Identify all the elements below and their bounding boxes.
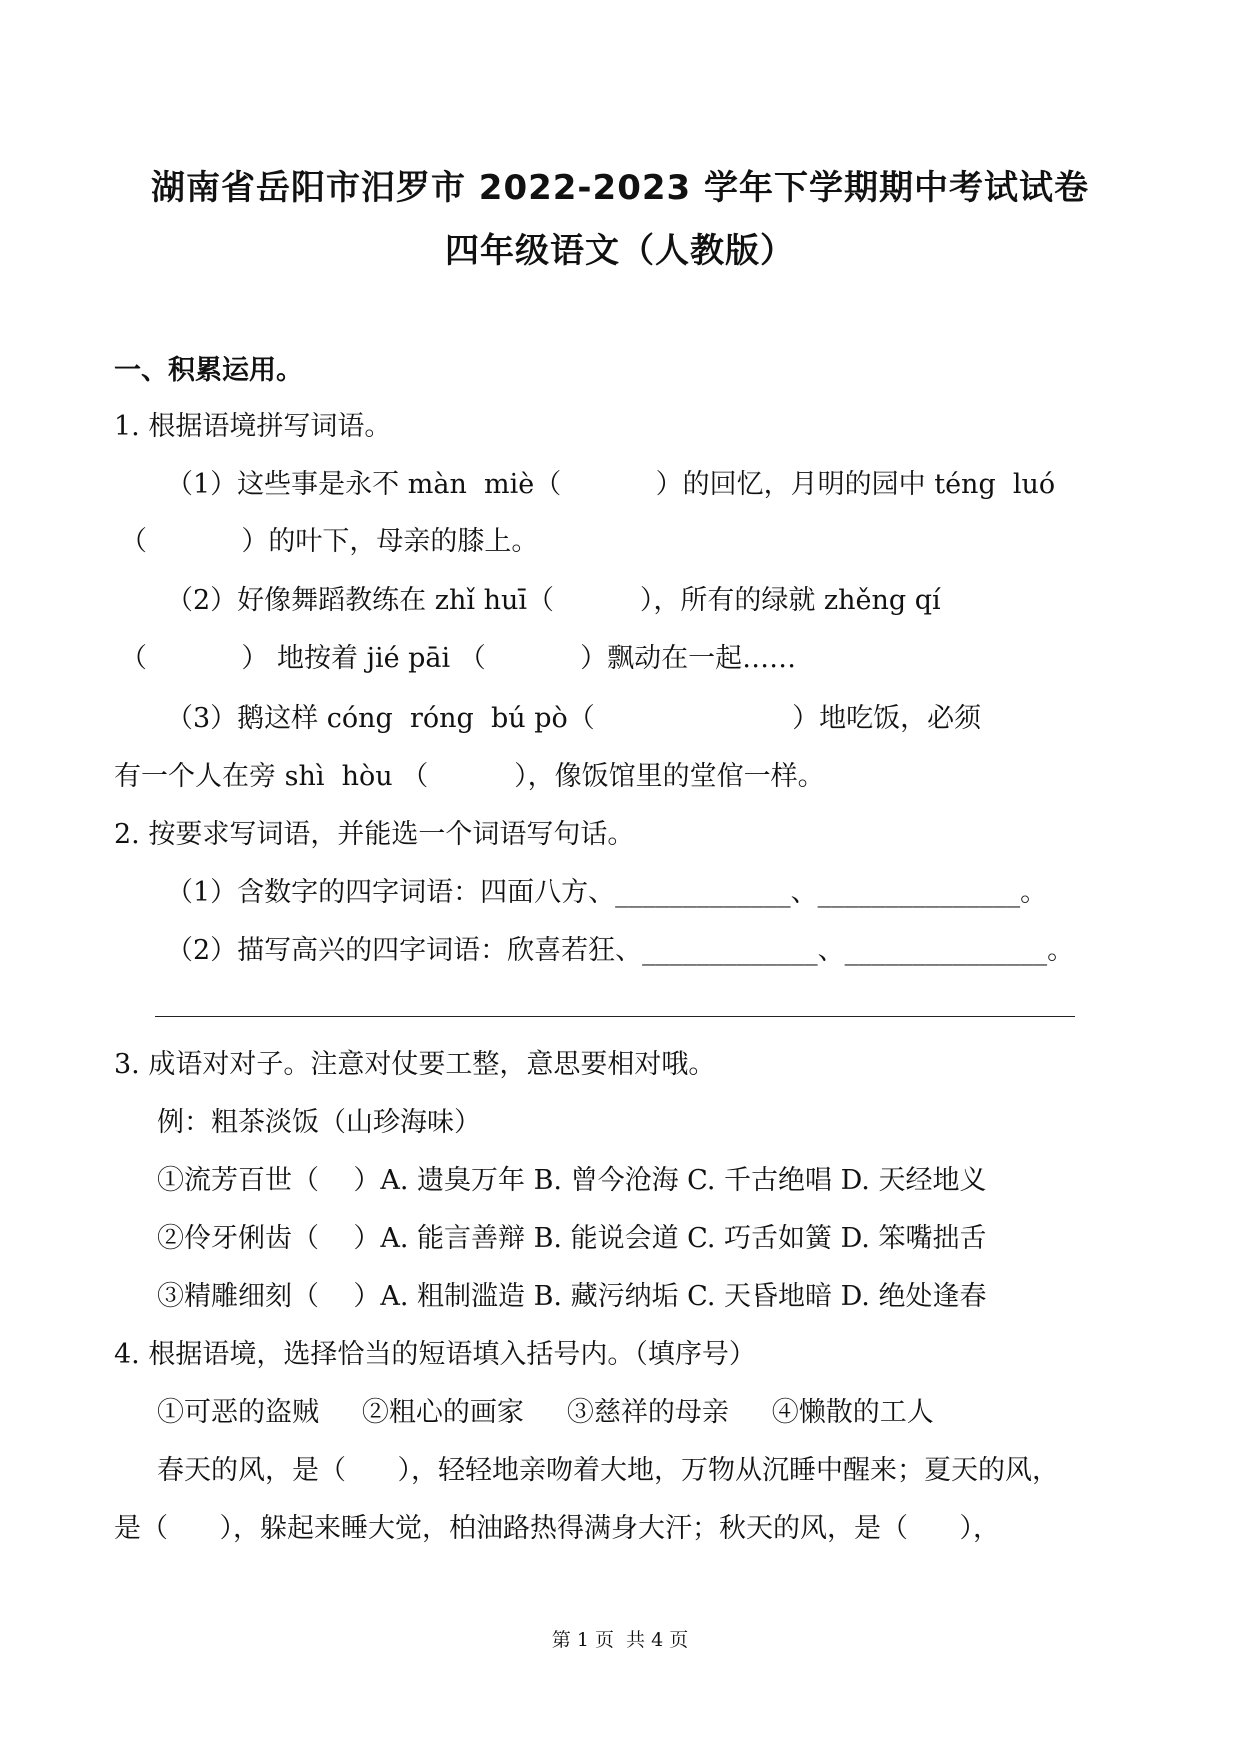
- question-3-prompt: 3. 成语对对子。注意对仗要工整，意思要相对哦。: [114, 1049, 716, 1080]
- answer-writing-line: [155, 1016, 1075, 1017]
- question-1-line-5: （3）鹅这样 cóng róng bú pò（ ）地吃饭，必须: [166, 703, 982, 734]
- question-2-line-2: （2）描写高兴的四字词语：欣喜若狂、_____________、_______________。: [166, 935, 1075, 966]
- title-line-1: 湖南省岳阳市汨罗市 2022-2023 学年下学期期中考试试卷: [150, 168, 1090, 208]
- question-1-line-3: （2）好像舞蹈教练在 zhǐ huī（ ），所有的绿就 zhěng qí: [166, 585, 941, 616]
- question-3-example: 例：粗茶淡饭（山珍海味）: [157, 1107, 481, 1138]
- question-1-line-2: （ ）的叶下，母亲的膝上。: [120, 526, 539, 557]
- question-2-prompt: 2. 按要求写词语，并能选一个词语写句话。: [114, 819, 635, 850]
- question-3-item: ②伶牙俐齿（ ）A. 能言善辩 B. 能说会道 C. 巧舌如簧 D. 笨嘴拙舌: [157, 1223, 987, 1254]
- section-heading: 一、积累运用。: [114, 355, 303, 386]
- question-2-line-1: （1）含数字的四字词语：四面八方、_____________、_______________。: [166, 877, 1048, 908]
- question-1-line-1: （1）这些事是永不 màn miè（ ）的回忆，月明的园中 téng luó: [166, 469, 1056, 500]
- question-1-line-4: （ ） 地按着 jié pāi （ ）飘动在一起……: [120, 643, 797, 674]
- question-4-paragraph-line-2: 是（ ），躲起来睡大觉，柏油路热得满身大汗；秋天的风，是（ ），: [114, 1513, 1000, 1544]
- question-4-options: ①可恶的盗贼 ②粗心的画家 ③慈祥的母亲 ④懒散的工人: [157, 1397, 934, 1428]
- question-3-item: ①流芳百世（ ）A. 遗臭万年 B. 曾今沧海 C. 千古绝唱 D. 天经地义: [157, 1165, 987, 1196]
- page-footer: 第 1 页 共 4 页: [551, 1629, 689, 1651]
- question-4-paragraph-line-1: 春天的风，是（ ），轻轻地亲吻着大地，万物从沉睡中醒来；夏天的风，: [157, 1455, 1059, 1486]
- question-4-prompt: 4. 根据语境，选择恰当的短语填入括号内。（填序号）: [114, 1339, 756, 1370]
- title-line-2: 四年级语文（人教版）: [445, 231, 795, 271]
- question-3-item: ③精雕细刻（ ）A. 粗制滥造 B. 藏污纳垢 C. 天昏地暗 D. 绝处逢春: [157, 1281, 987, 1312]
- question-1-line-6: 有一个人在旁 shì hòu （ ），像饭馆里的堂倌一样。: [114, 761, 825, 792]
- question-1-prompt: 1. 根据语境拼写词语。: [114, 411, 392, 442]
